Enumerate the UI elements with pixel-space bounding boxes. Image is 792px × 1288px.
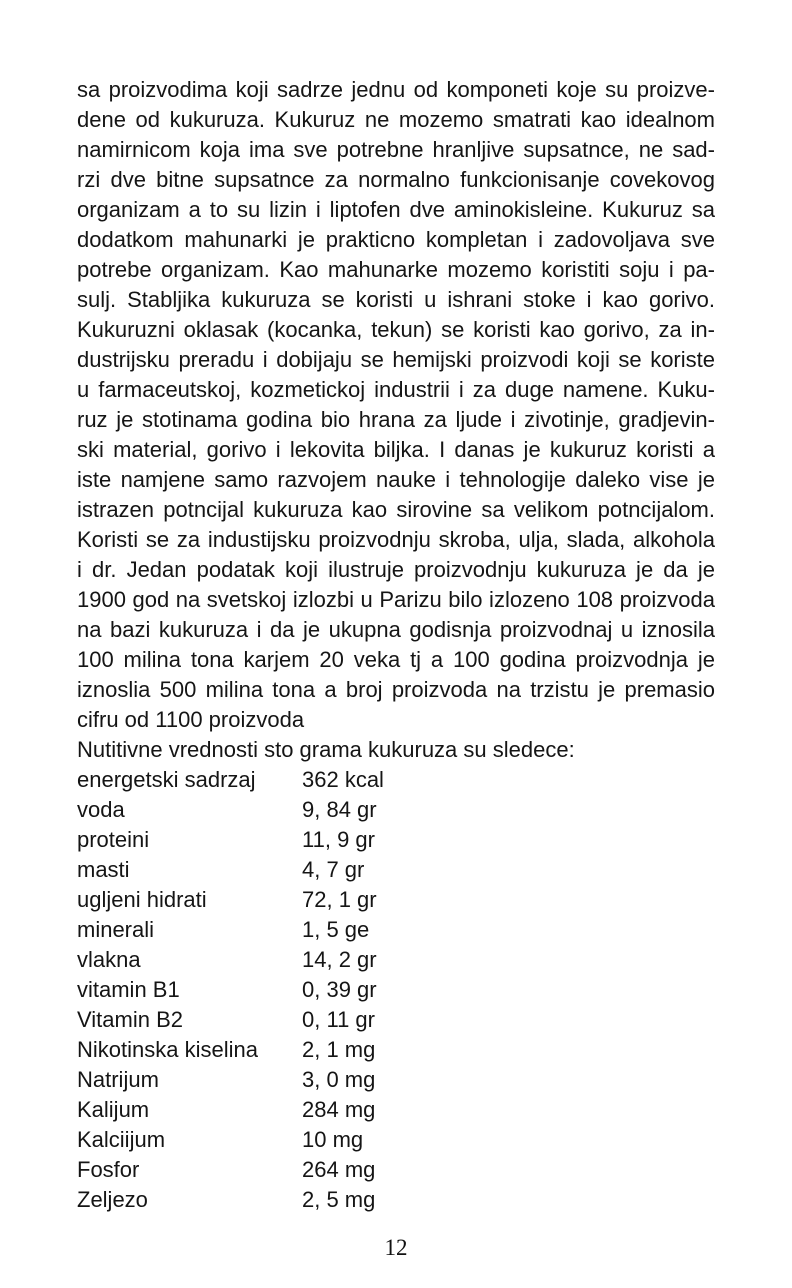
paragraph-line: sa proizvodima koji sadrze jednu od komponeti koje su proizve- [77, 77, 715, 102]
nutrition-row [77, 1035, 715, 1065]
nutrition-row [77, 1095, 715, 1125]
nutrition-row [77, 1185, 715, 1215]
paragraph-line: ski material, gorivo i lekovita biljka. I danas je kukuruz koristi a [77, 437, 715, 462]
paragraph-line: cifru od 1100 proizvoda [77, 707, 305, 732]
paragraph-line: sulj. Stabljika kukuruza se koristi u ishrani stoke i kao gorivo. [77, 287, 715, 312]
nutrient-label: energetski sadrzaj [77, 767, 256, 792]
nutrient-label: Kalciijum [77, 1127, 166, 1152]
paragraph-line: organizam a to su lizin i liptofen dve aminokisleine. Kukuruz sa [77, 197, 715, 222]
nutrient-value: 1, 5 ge [302, 917, 370, 942]
nutrient-value: 14, 2 gr [302, 947, 377, 972]
nutrition-row [77, 765, 715, 795]
nutrition-row [77, 1065, 715, 1095]
nutrient-label: ugljeni hidrati [77, 887, 207, 912]
nutrient-label: masti [77, 857, 130, 882]
nutrient-label: proteini [77, 827, 150, 852]
nutrient-label: vlakna [77, 947, 141, 972]
nutrient-label: Kalijum [77, 1097, 150, 1122]
paragraph-line: Kukuruzni oklasak (kocanka, tekun) se koristi kao gorivo, za in- [77, 317, 715, 342]
nutrition-row [77, 1005, 715, 1035]
nutrient-value: 362 kcal [302, 767, 384, 792]
nutrient-value: 0, 11 gr [302, 1007, 375, 1032]
paragraph-line: dustrijsku preradu i dobijaju se hemijski proizvodi koji se koriste [77, 347, 715, 372]
paragraph-line: i dr. Jedan podatak koji ilustruje proizvodnju kukuruza je da je [77, 557, 715, 582]
nutrient-value: 3, 0 mg [302, 1067, 376, 1092]
nutrition-row [77, 885, 715, 915]
nutrition-row [77, 915, 715, 945]
paragraph-line: rzi dve bitne supsatnce za normalno funkcionisanje covekovog [77, 167, 715, 192]
body-paragraph [77, 75, 715, 735]
nutrient-value: 0, 39 gr [302, 977, 377, 1002]
paragraph-line: dodatkom mahunarki je prakticno kompletan i zadovoljava sve [77, 227, 715, 252]
paragraph-line: Koristi se za industijsku proizvodnju skroba, ulja, slada, alkohola [77, 527, 715, 552]
paragraph-line: na bazi kukuruza i da je ukupna godisnja proizvodnaj u iznosila [77, 617, 715, 642]
nutrient-label: minerali [77, 917, 155, 942]
nutrition-row [77, 855, 715, 885]
nutrition-row [77, 1125, 715, 1155]
nutrient-value: 2, 5 mg [302, 1187, 376, 1212]
nutrient-label: Fosfor [77, 1157, 140, 1182]
nutrient-value: 4, 7 gr [302, 857, 365, 882]
nutrition-intro-line: Nutitivne vrednosti sto grama kukuruza su sledece: [77, 737, 575, 762]
nutrient-value: 284 mg [302, 1097, 376, 1122]
nutrient-label: Vitamin B2 [77, 1007, 183, 1032]
paragraph-line: istrazen potncijal kukuruza kao sirovine sa velikom potncijalom. [77, 497, 715, 522]
paragraph-line: iste namjene samo razvojem nauke i tehnologije daleko vise je [77, 467, 715, 492]
nutrient-value: 9, 84 gr [302, 797, 377, 822]
paragraph-line: u farmaceutskoj, kozmetickoj industrii i za duge namene. Kuku- [77, 377, 715, 402]
nutrient-value: 72, 1 gr [302, 887, 377, 912]
paragraph-line: 100 milina tona karjem 20 veka tj a 100 godina proizvodnja je [77, 647, 715, 672]
paragraph-line: potrebe organizam. Kao mahunarke mozemo koristiti soju i pa- [77, 257, 715, 282]
nutrition-row [77, 945, 715, 975]
paragraph-line: 1900 god na svetskoj izlozbi u Parizu bilo izlozeno 108 proizvoda [77, 587, 715, 612]
nutrition-row [77, 1155, 715, 1185]
nutrient-value: 11, 9 gr [302, 827, 375, 852]
nutrient-value: 2, 1 mg [302, 1037, 376, 1062]
nutrient-label: Natrijum [77, 1067, 159, 1092]
paragraph-line: ruz je stotinama godina bio hrana za ljude i zivotinje, gradjevin- [77, 407, 715, 432]
nutrient-value: 264 mg [302, 1157, 376, 1182]
nutrition-row [77, 975, 715, 1005]
nutrient-label: vitamin B1 [77, 977, 180, 1002]
nutrient-label: voda [77, 797, 125, 822]
paragraph-line: dene od kukuruza. Kukuruz ne mozemo smatrati kao idealnom [77, 107, 715, 132]
paragraph-line: namirnicom koja ima sve potrebne hranljive supsatnce, ne sad- [77, 137, 715, 162]
nutrition-row [77, 795, 715, 825]
nutrition-table [77, 765, 715, 1215]
nutrient-value: 10 mg [302, 1127, 364, 1152]
paragraph-line: iznoslia 500 milina tona a broj proizvoda na trzistu je premasio [77, 677, 715, 702]
nutrition-row [77, 825, 715, 855]
nutrient-label: Nikotinska kiselina [77, 1037, 258, 1062]
page-number: 12 [384, 1235, 408, 1260]
nutrient-label: Zeljezo [77, 1187, 148, 1212]
